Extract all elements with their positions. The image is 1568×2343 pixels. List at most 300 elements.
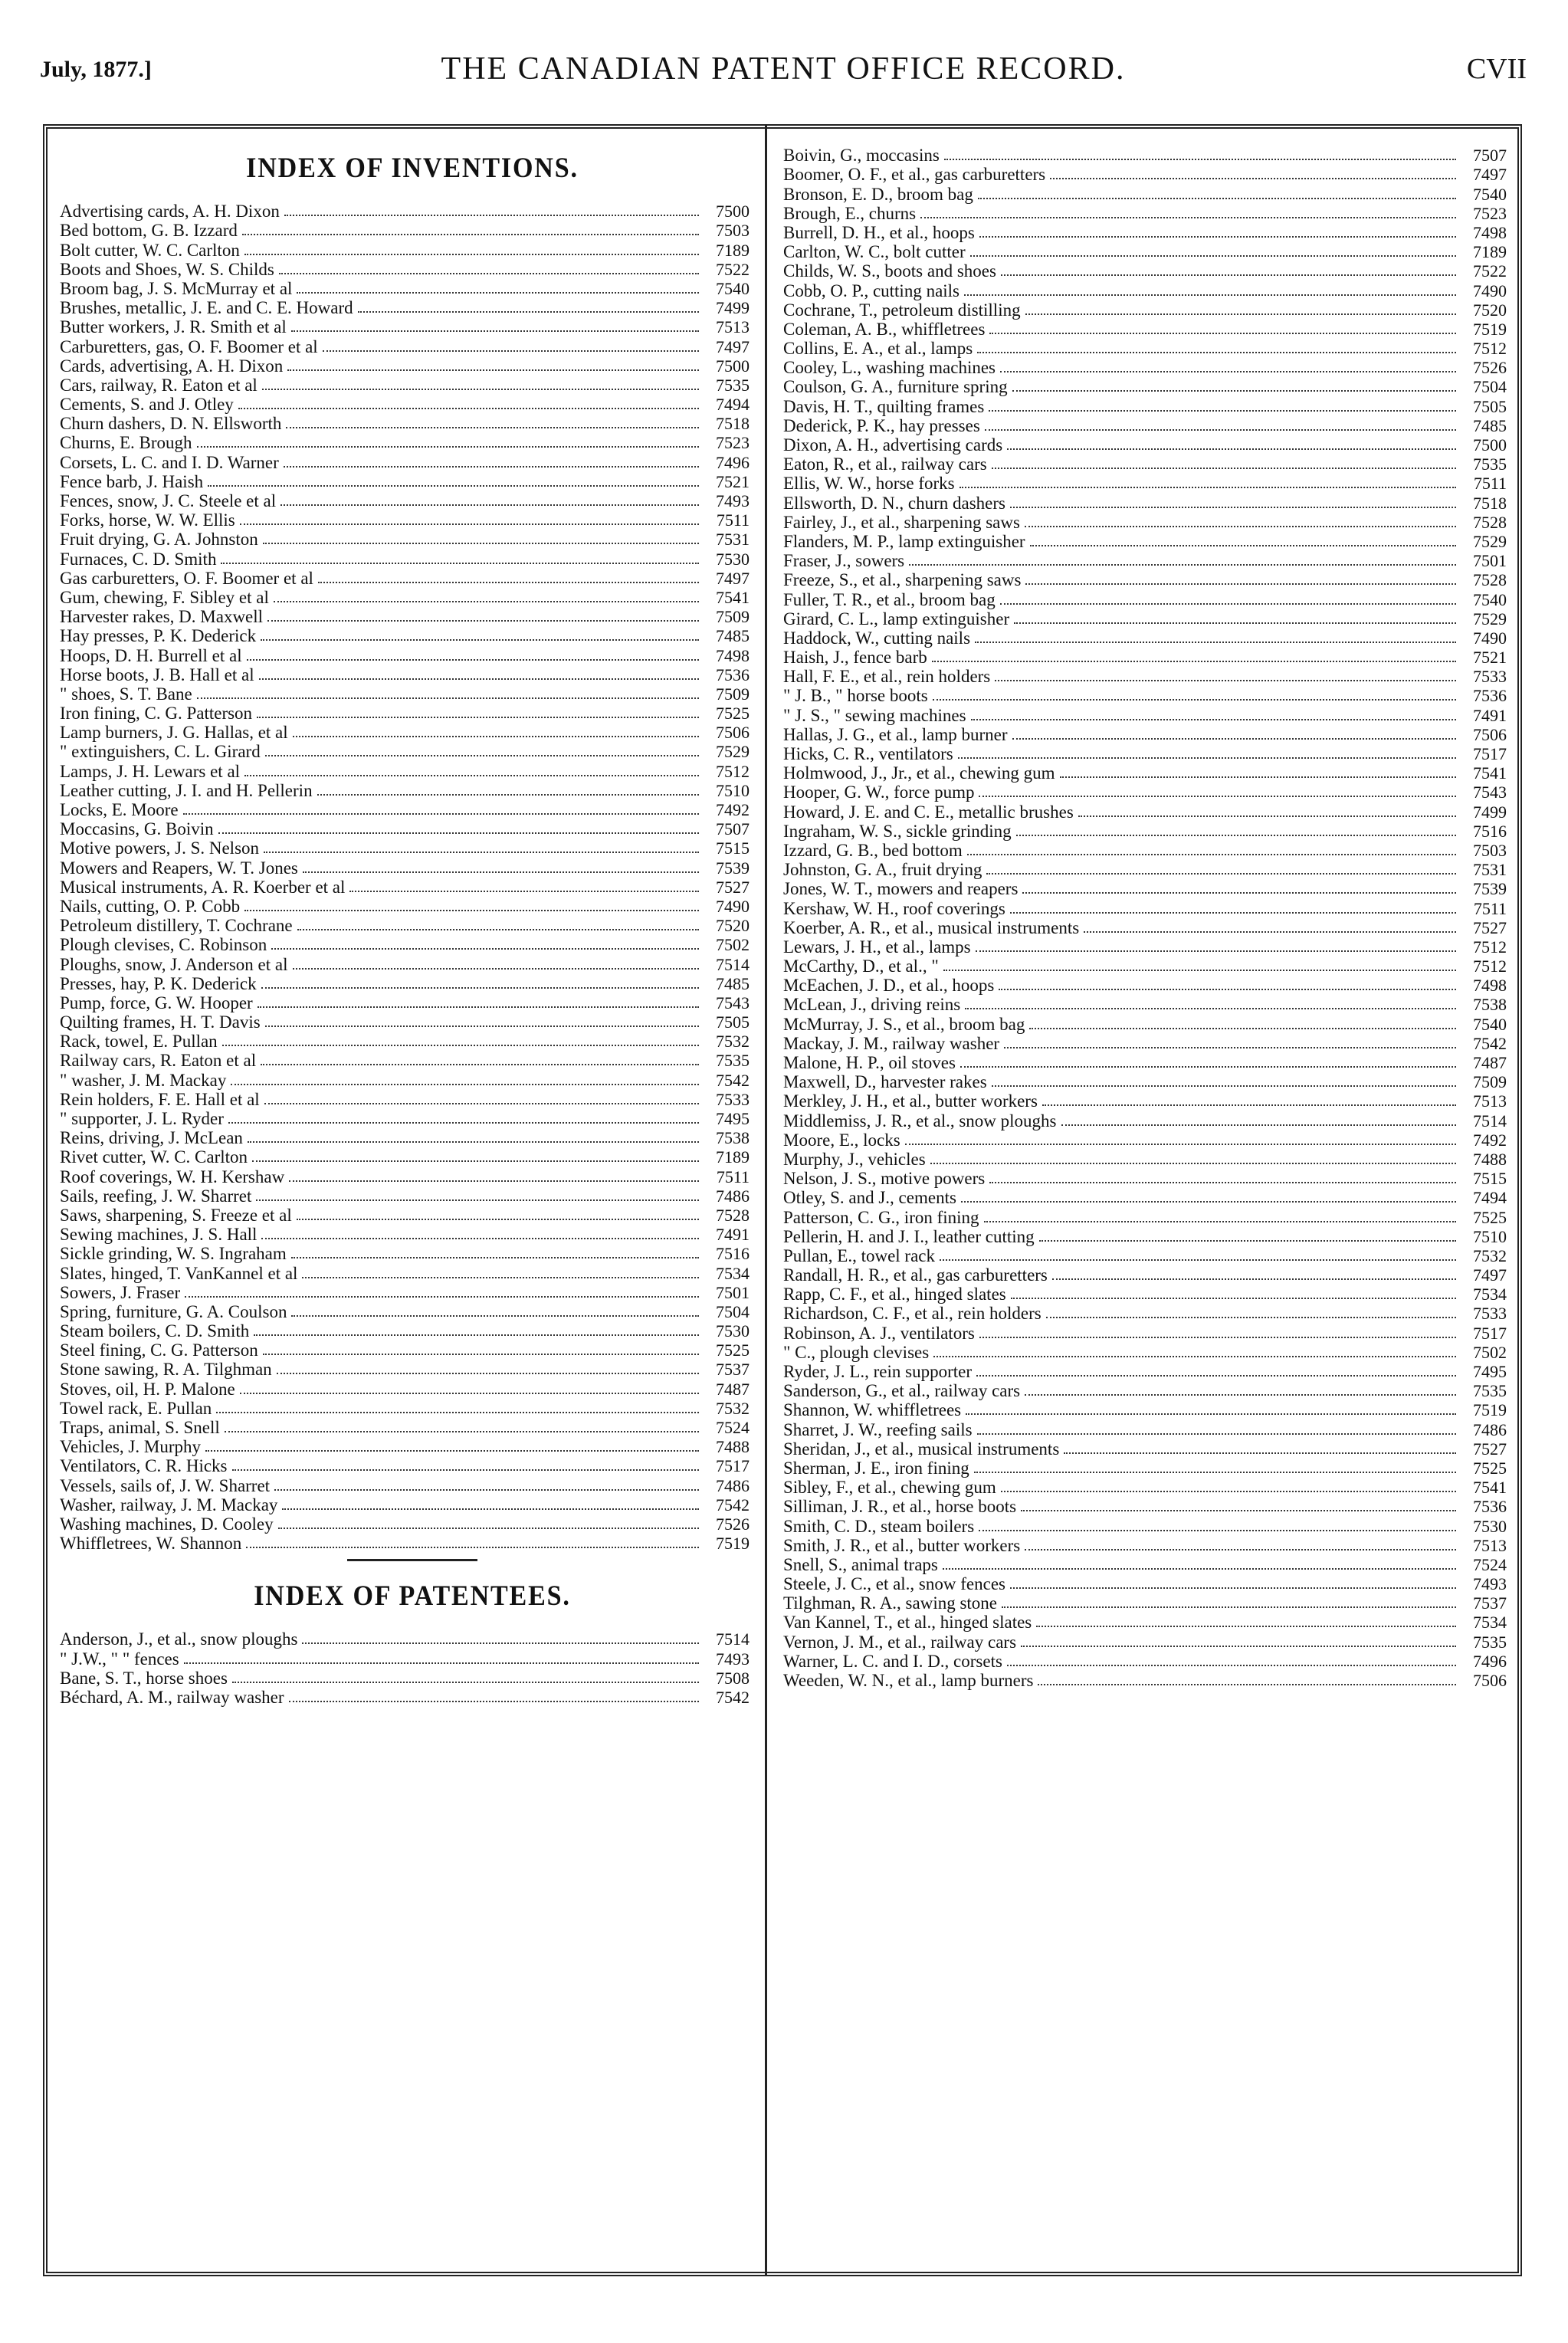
entry-text: Steel fining, C. G. Patterson xyxy=(60,1340,258,1360)
entry-text: Anderson, J., et al., snow ploughs xyxy=(60,1629,298,1649)
dot-leader xyxy=(1012,390,1456,392)
entry-text: " washer, J. M. Mackay xyxy=(60,1070,227,1090)
patent-number: 7508 xyxy=(716,1668,750,1688)
index-entry xyxy=(783,416,1511,435)
dot-leader xyxy=(1007,448,1456,450)
patent-number: 7542 xyxy=(1473,1033,1507,1053)
index-entry xyxy=(783,1188,1511,1207)
patent-number: 7488 xyxy=(1473,1149,1507,1169)
entry-text: Nails, cutting, O. P. Cobb xyxy=(60,896,241,916)
dot-leader xyxy=(1025,1549,1456,1551)
patent-number: 7519 xyxy=(1473,1400,1507,1420)
publication-title: THE CANADIAN PATENT OFFICE RECORD. xyxy=(441,51,1126,87)
index-entry xyxy=(783,1285,1511,1304)
index-entry xyxy=(783,339,1511,358)
dot-leader xyxy=(291,1257,699,1258)
patent-number: 7189 xyxy=(716,1147,750,1167)
patent-number: 7537 xyxy=(716,1360,750,1380)
patent-number: 7490 xyxy=(1473,628,1507,648)
dot-leader xyxy=(933,699,1456,701)
dot-leader xyxy=(280,504,699,506)
dot-leader xyxy=(231,1084,699,1085)
patent-number: 7520 xyxy=(1473,300,1507,320)
entry-text: Iron fining, C. G. Patterson xyxy=(60,704,253,724)
patent-number: 7525 xyxy=(1473,1458,1507,1478)
dot-leader xyxy=(999,989,1456,990)
patent-number: 7495 xyxy=(716,1109,750,1128)
entry-text: Rein holders, F. E. Hall et al xyxy=(60,1089,260,1109)
dot-leader xyxy=(1052,1278,1456,1280)
column-divider xyxy=(765,124,767,2276)
dot-leader xyxy=(232,1469,700,1471)
patent-number: 7535 xyxy=(716,375,750,395)
patent-number: 7515 xyxy=(1473,1169,1507,1189)
dot-leader xyxy=(1010,1587,1456,1589)
entry-text: Koerber, A. R., et al., musical instruments xyxy=(783,917,1080,937)
dot-leader xyxy=(1007,1665,1456,1666)
entry-text: Sails, reefing, J. W. Sharret xyxy=(60,1186,252,1206)
index-entry xyxy=(60,1283,765,1302)
index-entry xyxy=(783,300,1511,320)
patent-number: 7541 xyxy=(1473,1478,1507,1498)
dot-leader xyxy=(278,1528,699,1529)
patent-number: 7530 xyxy=(716,549,750,569)
dot-leader xyxy=(961,1201,1456,1203)
patent-number: 7524 xyxy=(716,1418,750,1437)
index-entry xyxy=(60,1456,765,1475)
entry-text: Kershaw, W. H., roof coverings xyxy=(783,898,1005,918)
page-number: CVII xyxy=(1466,53,1527,85)
index-entry xyxy=(60,1534,765,1553)
entry-text: Cements, S. and J. Otley xyxy=(60,395,234,415)
entry-text: Van Kannel, T., et al., hinged slates xyxy=(783,1613,1032,1633)
index-entry xyxy=(60,1225,765,1244)
dot-leader xyxy=(264,852,699,853)
entry-text: Pump, force, G. W. Hooper xyxy=(60,993,253,1012)
entry-text: Bronson, E. D., broom bag xyxy=(783,184,973,204)
dot-leader xyxy=(943,970,1456,971)
index-entry xyxy=(783,918,1511,937)
dot-leader xyxy=(205,1450,699,1452)
index-entry xyxy=(60,395,765,414)
dot-leader xyxy=(1084,931,1456,933)
entry-text: Silliman, J. R., et al., horse boots xyxy=(783,1497,1017,1517)
dot-leader xyxy=(263,543,699,544)
dot-leader xyxy=(222,1045,699,1046)
patent-number: 7517 xyxy=(1473,1323,1507,1343)
index-entry xyxy=(783,1652,1511,1671)
patent-number: 7492 xyxy=(1473,1130,1507,1150)
dot-leader xyxy=(265,1025,699,1027)
dot-leader xyxy=(985,429,1456,431)
patent-number: 7485 xyxy=(716,973,750,993)
dot-leader xyxy=(965,1008,1456,1009)
index-entry xyxy=(60,433,765,452)
patent-number: 7496 xyxy=(716,452,750,472)
entry-text: Lamp burners, J. G. Hallas, et al xyxy=(60,723,288,743)
dot-leader xyxy=(232,1682,699,1683)
dot-leader xyxy=(1002,1606,1456,1608)
index-entry xyxy=(60,1128,765,1147)
index-entry xyxy=(60,878,765,897)
entry-text: Snell, S., animal traps xyxy=(783,1554,938,1574)
entry-text: Bed bottom, G. B. Izzard xyxy=(60,221,238,241)
dot-leader xyxy=(297,929,699,930)
patent-number: 7491 xyxy=(1473,705,1507,725)
patent-number: 7543 xyxy=(1473,783,1507,802)
entry-text: Whiffletrees, W. Shannon xyxy=(60,1534,242,1554)
index-entry xyxy=(783,146,1511,165)
dot-leader xyxy=(246,1547,699,1548)
index-entry xyxy=(783,358,1511,377)
dot-leader xyxy=(259,678,699,680)
patent-number: 7524 xyxy=(1473,1554,1507,1574)
index-entry xyxy=(783,667,1511,686)
dot-leader xyxy=(1012,738,1456,740)
patent-number: 7525 xyxy=(716,1340,750,1360)
patentees-title: INDEX OF PATENTEES. xyxy=(254,1580,571,1613)
index-entry xyxy=(783,1381,1511,1400)
dot-leader xyxy=(261,1238,699,1239)
entry-text: Maxwell, D., harvester rakes xyxy=(783,1072,987,1092)
entry-text: Stoves, oil, H. P. Malone xyxy=(60,1379,235,1399)
index-entry xyxy=(783,435,1511,454)
entry-text: " extinguishers, C. L. Girard xyxy=(60,742,261,762)
index-entry xyxy=(60,202,765,221)
index-entry xyxy=(60,1360,765,1379)
index-entry xyxy=(783,1536,1511,1555)
index-entry xyxy=(783,396,1511,415)
entry-text: Middlemiss, J. R., et al., snow ploughs xyxy=(783,1111,1057,1130)
dot-leader xyxy=(271,948,699,950)
index-entry xyxy=(783,1439,1511,1459)
patent-number: 7486 xyxy=(716,1475,750,1495)
right-column xyxy=(783,146,1511,1690)
index-entry xyxy=(783,1207,1511,1226)
index-entry xyxy=(783,937,1511,957)
index-entry xyxy=(60,336,765,356)
patent-number: 7513 xyxy=(1473,1535,1507,1555)
entry-text: Gum, chewing, F. Sibley et al xyxy=(60,587,269,607)
patent-number: 7542 xyxy=(716,1495,750,1514)
index-entry xyxy=(60,1340,765,1360)
dot-leader xyxy=(958,757,1456,759)
index-entry xyxy=(783,1574,1511,1593)
entry-text: Gas carburetters, O. F. Boomer et al xyxy=(60,568,313,588)
patent-number: 7535 xyxy=(716,1051,750,1071)
index-entry xyxy=(783,204,1511,223)
index-entry xyxy=(783,242,1511,261)
patent-number: 7500 xyxy=(1473,435,1507,454)
dot-leader xyxy=(274,1489,699,1491)
index-entry xyxy=(783,320,1511,339)
patent-number: 7542 xyxy=(716,1687,750,1707)
patent-number: 7509 xyxy=(1473,1072,1507,1092)
entry-text: Hicks, C. R., ventilators xyxy=(783,744,953,763)
patent-number: 7504 xyxy=(1473,377,1507,397)
entry-text: Steele, J. C., et al., snow fences xyxy=(783,1574,1005,1594)
index-entry xyxy=(60,645,765,665)
patent-number: 7527 xyxy=(716,877,750,897)
dot-leader xyxy=(979,236,1456,238)
index-entry xyxy=(783,1014,1511,1033)
entry-text: Johnston, G. A., fruit drying xyxy=(783,860,982,880)
index-entry xyxy=(783,802,1511,821)
entry-text: " shoes, S. T. Bane xyxy=(60,684,192,704)
patent-number: 7537 xyxy=(1473,1593,1507,1613)
index-entry xyxy=(60,588,765,607)
index-entry xyxy=(60,819,765,838)
patent-number: 7497 xyxy=(716,336,750,356)
index-entry xyxy=(60,1206,765,1225)
index-entry xyxy=(783,1150,1511,1169)
index-entry xyxy=(60,1514,765,1534)
dot-leader xyxy=(293,736,699,737)
patent-number: 7494 xyxy=(1473,1188,1507,1208)
patent-number: 7506 xyxy=(716,723,750,743)
patent-number: 7533 xyxy=(1473,667,1507,687)
dot-leader xyxy=(940,1259,1456,1261)
index-entry xyxy=(60,279,765,298)
patent-number: 7510 xyxy=(716,780,750,800)
patent-number: 7488 xyxy=(716,1437,750,1457)
index-entry xyxy=(60,761,765,780)
entry-text: Spring, furniture, G. A. Coulson xyxy=(60,1301,287,1321)
index-entry xyxy=(783,474,1511,493)
dot-leader xyxy=(967,854,1456,855)
patent-number: 7541 xyxy=(1473,763,1507,783)
index-entry xyxy=(60,935,765,954)
dot-leader xyxy=(986,873,1456,875)
entry-text: Fruit drying, G. A. Johnston xyxy=(60,530,258,550)
index-entry xyxy=(60,993,765,1012)
index-entry xyxy=(60,1109,765,1128)
index-entry xyxy=(60,1263,765,1282)
entry-text: Haish, J., fence barb xyxy=(783,648,927,668)
patent-number: 7496 xyxy=(1473,1651,1507,1671)
entry-text: Ventilators, C. R. Hicks xyxy=(60,1456,228,1476)
entry-text: Cochrane, T., petroleum distilling xyxy=(783,300,1021,320)
index-entry xyxy=(783,1419,1511,1439)
entry-text: Freeze, S., et al., sharpening saws xyxy=(783,570,1022,590)
entry-text: Boomer, O. F., et al., gas carburetters xyxy=(783,165,1046,185)
index-entry xyxy=(783,1671,1511,1690)
patent-number: 7534 xyxy=(1473,1285,1507,1304)
patent-number: 7505 xyxy=(1473,396,1507,416)
dot-leader xyxy=(975,642,1456,643)
patentees-list-right xyxy=(783,146,1511,1690)
dot-leader xyxy=(247,659,699,661)
patent-number: 7497 xyxy=(1473,165,1507,185)
entry-text: Warner, L. C. and I. D., corsets xyxy=(783,1651,1002,1671)
left-column xyxy=(60,146,765,1707)
patent-number: 7500 xyxy=(716,356,750,376)
dot-leader xyxy=(1011,1298,1456,1299)
entry-text: Steam boilers, C. D. Smith xyxy=(60,1321,250,1341)
dot-leader xyxy=(358,311,699,313)
entry-text: Jones, W. T., mowers and reapers xyxy=(783,879,1019,899)
patent-number: 7538 xyxy=(1473,995,1507,1015)
entry-text: Sherman, J. E., iron fining xyxy=(783,1458,969,1478)
dot-leader xyxy=(240,523,699,525)
entry-text: Girard, C. L., lamp extinguisher xyxy=(783,609,1010,628)
patent-number: 7525 xyxy=(1473,1207,1507,1227)
entry-text: Flanders, M. P., lamp extinguisher xyxy=(783,531,1025,551)
index-entry xyxy=(783,589,1511,609)
patent-number: 7493 xyxy=(716,1649,750,1669)
entry-text: Holmwood, J., Jr., et al., chewing gum xyxy=(783,763,1055,783)
inventions-title: INDEX OF INVENTIONS. xyxy=(246,153,579,184)
entry-text: Churn dashers, D. N. Ellsworth xyxy=(60,414,282,434)
patent-number: 7499 xyxy=(1473,802,1507,822)
entry-text: Ingraham, W. S., sickle grinding xyxy=(783,821,1012,841)
index-entry xyxy=(783,1246,1511,1265)
patent-number: 7512 xyxy=(716,761,750,781)
dot-leader xyxy=(1021,1510,1456,1511)
entry-text: Richardson, C. F., et al., rein holders xyxy=(783,1304,1042,1324)
entry-text: Musical instruments, A. R. Koerber et al xyxy=(60,877,346,897)
patent-number: 7536 xyxy=(716,665,750,684)
dot-leader xyxy=(244,910,699,911)
index-entry xyxy=(783,1130,1511,1150)
dot-leader xyxy=(984,1221,1456,1222)
dot-leader xyxy=(979,796,1456,797)
patent-number: 7511 xyxy=(716,510,750,530)
entry-text: Carburetters, gas, O. F. Boomer et al xyxy=(60,336,318,356)
entry-text: Sanderson, G., et al., railway cars xyxy=(783,1381,1021,1401)
index-entry xyxy=(783,1265,1511,1285)
entry-text: Harvester rakes, D. Maxwell xyxy=(60,607,264,627)
entry-text: Furnaces, C. D. Smith xyxy=(60,549,217,569)
patent-number: 7485 xyxy=(1473,415,1507,435)
dot-leader xyxy=(930,1163,1456,1164)
index-entry xyxy=(783,1034,1511,1053)
entry-text: Sewing machines, J. S. Hall xyxy=(60,1225,258,1245)
patent-number: 7531 xyxy=(1473,860,1507,880)
patent-number: 7534 xyxy=(1473,1613,1507,1633)
dot-leader xyxy=(1001,1491,1456,1492)
patent-number: 7527 xyxy=(1473,1439,1507,1459)
dot-leader xyxy=(943,1568,1456,1570)
entry-text: Ryder, J. L., rein supporter xyxy=(783,1362,972,1381)
patent-number: 7495 xyxy=(1473,1362,1507,1381)
dot-leader xyxy=(183,813,699,815)
patent-number: 7523 xyxy=(1473,203,1507,223)
entry-text: Traps, animal, S. Snell xyxy=(60,1418,220,1437)
patent-number: 7503 xyxy=(1473,840,1507,860)
dot-leader xyxy=(1010,507,1456,508)
entry-text: Boots and Shoes, W. S. Childs xyxy=(60,259,274,279)
entry-text: Ellsworth, D. N., churn dashers xyxy=(783,493,1006,513)
entry-text: " J. B., " horse boots xyxy=(783,686,928,706)
patent-number: 7511 xyxy=(1473,898,1507,918)
patent-number: 7514 xyxy=(716,954,750,974)
patent-number: 7504 xyxy=(716,1301,750,1321)
index-entry xyxy=(783,1400,1511,1419)
patent-number: 7494 xyxy=(716,395,750,415)
entry-text: Corsets, L. C. and I. D. Warner xyxy=(60,452,279,472)
entry-text: Sharret, J. W., reefing sails xyxy=(783,1419,973,1439)
index-entry xyxy=(783,763,1511,783)
dot-leader xyxy=(1039,1240,1456,1242)
patent-number: 7522 xyxy=(1473,261,1507,281)
index-entry xyxy=(60,781,765,800)
index-entry xyxy=(783,1478,1511,1497)
dot-leader xyxy=(185,1296,699,1298)
dot-leader xyxy=(964,294,1456,296)
index-entry xyxy=(783,879,1511,898)
entry-text: Broom bag, J. S. McMurray et al xyxy=(60,278,293,298)
entry-text: Stone sawing, R. A. Tilghman xyxy=(60,1360,272,1380)
index-entry xyxy=(60,1418,765,1437)
entry-text: Dederick, P. K., hay presses xyxy=(783,415,980,435)
patent-number: 7517 xyxy=(716,1456,750,1476)
patent-number: 7511 xyxy=(1473,474,1507,494)
index-entry xyxy=(60,800,765,819)
patent-number: 7529 xyxy=(1473,609,1507,628)
index-entry xyxy=(783,898,1511,917)
dot-leader xyxy=(218,832,699,834)
index-entry xyxy=(60,1649,765,1668)
index-entry xyxy=(60,1495,765,1514)
patent-number: 7510 xyxy=(1473,1226,1507,1246)
dot-leader xyxy=(977,352,1456,353)
entry-text: Horse boots, J. B. Hall et al xyxy=(60,665,254,684)
dot-leader xyxy=(261,987,699,989)
dot-leader xyxy=(1064,1452,1456,1454)
patent-number: 7521 xyxy=(716,471,750,491)
dot-leader xyxy=(279,273,699,274)
patent-number: 7189 xyxy=(1473,242,1507,262)
entry-text: Boivin, G., moccasins xyxy=(783,146,940,166)
index-entry xyxy=(783,705,1511,724)
dot-leader xyxy=(282,1508,699,1510)
dot-leader xyxy=(979,1530,1456,1531)
index-entry xyxy=(60,1669,765,1688)
patent-number: 7509 xyxy=(716,684,750,704)
patent-number: 7501 xyxy=(716,1282,750,1302)
index-entry xyxy=(60,530,765,549)
patent-number: 7534 xyxy=(716,1263,750,1283)
entry-text: Forks, horse, W. W. Ellis xyxy=(60,510,235,530)
dot-leader xyxy=(1000,371,1456,372)
index-entry xyxy=(783,377,1511,396)
patent-number: 7528 xyxy=(1473,570,1507,590)
patent-number: 7513 xyxy=(716,317,750,337)
index-entry xyxy=(60,1186,765,1206)
dot-leader xyxy=(208,485,699,487)
dot-leader xyxy=(933,1356,1456,1357)
patent-number: 7511 xyxy=(716,1167,750,1186)
patent-number: 7543 xyxy=(716,993,750,1012)
index-entry xyxy=(60,723,765,742)
dot-leader xyxy=(979,1337,1456,1338)
entry-text: " J. S., " sewing machines xyxy=(783,705,966,725)
patent-number: 7515 xyxy=(716,838,750,858)
patent-number: 7516 xyxy=(1473,821,1507,841)
dot-leader xyxy=(1000,603,1456,605)
index-entry xyxy=(783,822,1511,841)
index-entry xyxy=(783,686,1511,705)
patent-number: 7535 xyxy=(1473,1381,1507,1401)
patent-number: 7507 xyxy=(1473,146,1507,166)
index-entry xyxy=(783,223,1511,242)
patent-number: 7540 xyxy=(1473,1014,1507,1034)
dot-leader xyxy=(1025,583,1456,585)
index-entry xyxy=(60,1090,765,1109)
dot-leader xyxy=(240,1393,699,1394)
index-entry xyxy=(60,452,765,471)
